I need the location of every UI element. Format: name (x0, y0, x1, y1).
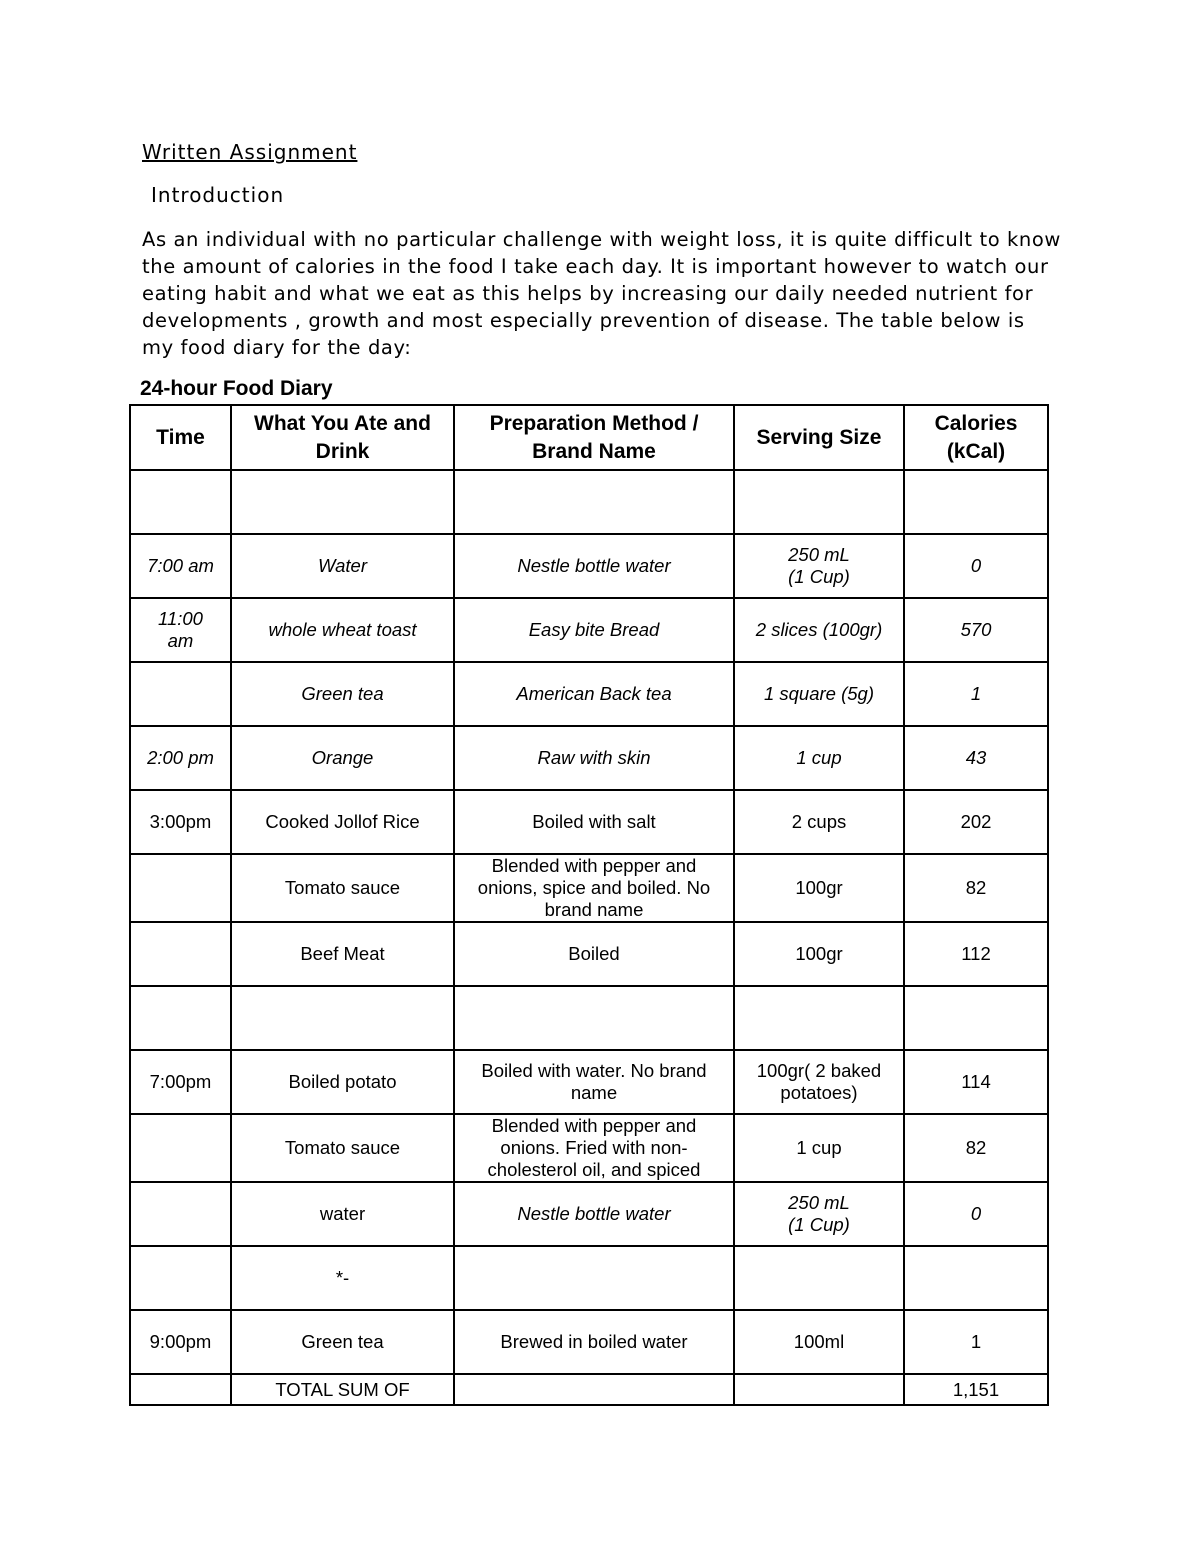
cell-food: Boiled potato (231, 1050, 454, 1114)
cell-time (130, 1374, 231, 1405)
cell-calories (904, 470, 1048, 534)
cell-serving: 100gr (734, 854, 904, 922)
cell-time (130, 1246, 231, 1310)
header-preparation: Preparation Method / Brand Name (454, 405, 734, 470)
cell-calories: 43 (904, 726, 1048, 790)
cell-serving: 100gr( 2 baked potatoes) (734, 1050, 904, 1114)
cell-time (130, 854, 231, 922)
cell-serving: 250 mL (1 Cup) (734, 1182, 904, 1246)
header-calories: Calories (kCal) (904, 405, 1048, 470)
cell-calories (904, 1246, 1048, 1310)
cell-calories (904, 986, 1048, 1050)
cell-calories: 570 (904, 598, 1048, 662)
cell-time: 11:00 am (130, 598, 231, 662)
table-row (130, 790, 1048, 854)
cell-calories: 0 (904, 534, 1048, 598)
table-row (130, 1310, 1048, 1374)
table-row (130, 662, 1048, 726)
cell-food: Orange (231, 726, 454, 790)
cell-time (130, 1114, 231, 1182)
cell-calories: 1 (904, 1310, 1048, 1374)
cell-food (231, 470, 454, 534)
cell-time: 7:00pm (130, 1050, 231, 1114)
cell-serving: 1 cup (734, 726, 904, 790)
cell-calories: 1 (904, 662, 1048, 726)
intro-paragraph: As an individual with no particular challenge with weight loss, it is quite difficult to know the amount of calories in the food I take each day. It is important however to watch our eating habit and what we eat as this helps by increasing our daily needed nutrient for developments , growth and most especially prevention of disease. The table below is my food diary for the day: (142, 228, 1061, 359)
table-row (130, 1114, 1048, 1182)
cell-calories: 82 (904, 854, 1048, 922)
cell-prep: Blended with pepper and onions. Fried with non-cholesterol oil, and spiced (454, 1114, 734, 1182)
cell-serving: 100gr (734, 922, 904, 986)
table-row (130, 470, 1048, 534)
cell-calories: 0 (904, 1182, 1048, 1246)
cell-serving: 2 slices (100gr) (734, 598, 904, 662)
table-row (130, 726, 1048, 790)
cell-prep (454, 1374, 734, 1405)
cell-serving: 100ml (734, 1310, 904, 1374)
cell-prep (454, 470, 734, 534)
cell-time (130, 922, 231, 986)
table-row (130, 1246, 1048, 1310)
total-row (130, 1374, 1048, 1405)
cell-serving (734, 470, 904, 534)
cell-serving: 1 cup (734, 1114, 904, 1182)
cell-prep: Boiled with water. No brand name (454, 1050, 734, 1114)
table-row (130, 986, 1048, 1050)
table-row (130, 598, 1048, 662)
cell-food: Tomato sauce (231, 1114, 454, 1182)
cell-calories: 82 (904, 1114, 1048, 1182)
table-row (130, 534, 1048, 598)
table-header-row (130, 405, 1048, 470)
cell-time: 7:00 am (130, 534, 231, 598)
header-food: What You Ate and Drink (231, 405, 454, 470)
cell-serving: 250 mL (1 Cup) (734, 534, 904, 598)
header-time: Time (130, 405, 231, 470)
cell-food: Cooked Jollof Rice (231, 790, 454, 854)
cell-prep: Nestle bottle water (454, 534, 734, 598)
cell-prep: Raw with skin (454, 726, 734, 790)
cell-serving (734, 1246, 904, 1310)
document-title: Written Assignment (142, 140, 358, 164)
cell-serving (734, 1374, 904, 1405)
cell-time (130, 662, 231, 726)
cell-prep: Blended with pepper and onions, spice and boiled. No brand name (454, 854, 734, 922)
table-row (130, 1050, 1048, 1114)
cell-food: *- (231, 1246, 454, 1310)
cell-time: 3:00pm (130, 790, 231, 854)
cell-prep: Easy bite Bread (454, 598, 734, 662)
cell-serving: 2 cups (734, 790, 904, 854)
cell-food: Beef Meat (231, 922, 454, 986)
cell-calories: 112 (904, 922, 1048, 986)
cell-time (130, 1182, 231, 1246)
cell-serving (734, 986, 904, 1050)
cell-food: Green tea (231, 662, 454, 726)
cell-prep: American Back tea (454, 662, 734, 726)
cell-calories: 202 (904, 790, 1048, 854)
cell-food: water (231, 1182, 454, 1246)
table-row (130, 1182, 1048, 1246)
total-label: TOTAL SUM OF (231, 1374, 454, 1405)
food-diary-table (129, 404, 1049, 1406)
cell-time (130, 470, 231, 534)
cell-food: Water (231, 534, 454, 598)
cell-food: whole wheat toast (231, 598, 454, 662)
cell-prep (454, 986, 734, 1050)
header-serving-size: Serving Size (734, 405, 904, 470)
cell-food (231, 986, 454, 1050)
total-calories: 1,151 (904, 1374, 1048, 1405)
cell-prep (454, 1246, 734, 1310)
cell-food: Tomato sauce (231, 854, 454, 922)
cell-prep: Brewed in boiled water (454, 1310, 734, 1374)
cell-time: 2:00 pm (130, 726, 231, 790)
table-row (130, 854, 1048, 922)
table-row (130, 922, 1048, 986)
cell-prep: Boiled (454, 922, 734, 986)
cell-time (130, 986, 231, 1050)
cell-prep: Nestle bottle water (454, 1182, 734, 1246)
cell-food: Green tea (231, 1310, 454, 1374)
cell-serving: 1 square (5g) (734, 662, 904, 726)
cell-prep: Boiled with salt (454, 790, 734, 854)
cell-time: 9:00pm (130, 1310, 231, 1374)
table-caption: 24-hour Food Diary (140, 377, 333, 400)
introduction-heading: Introduction (151, 183, 285, 207)
cell-calories: 114 (904, 1050, 1048, 1114)
